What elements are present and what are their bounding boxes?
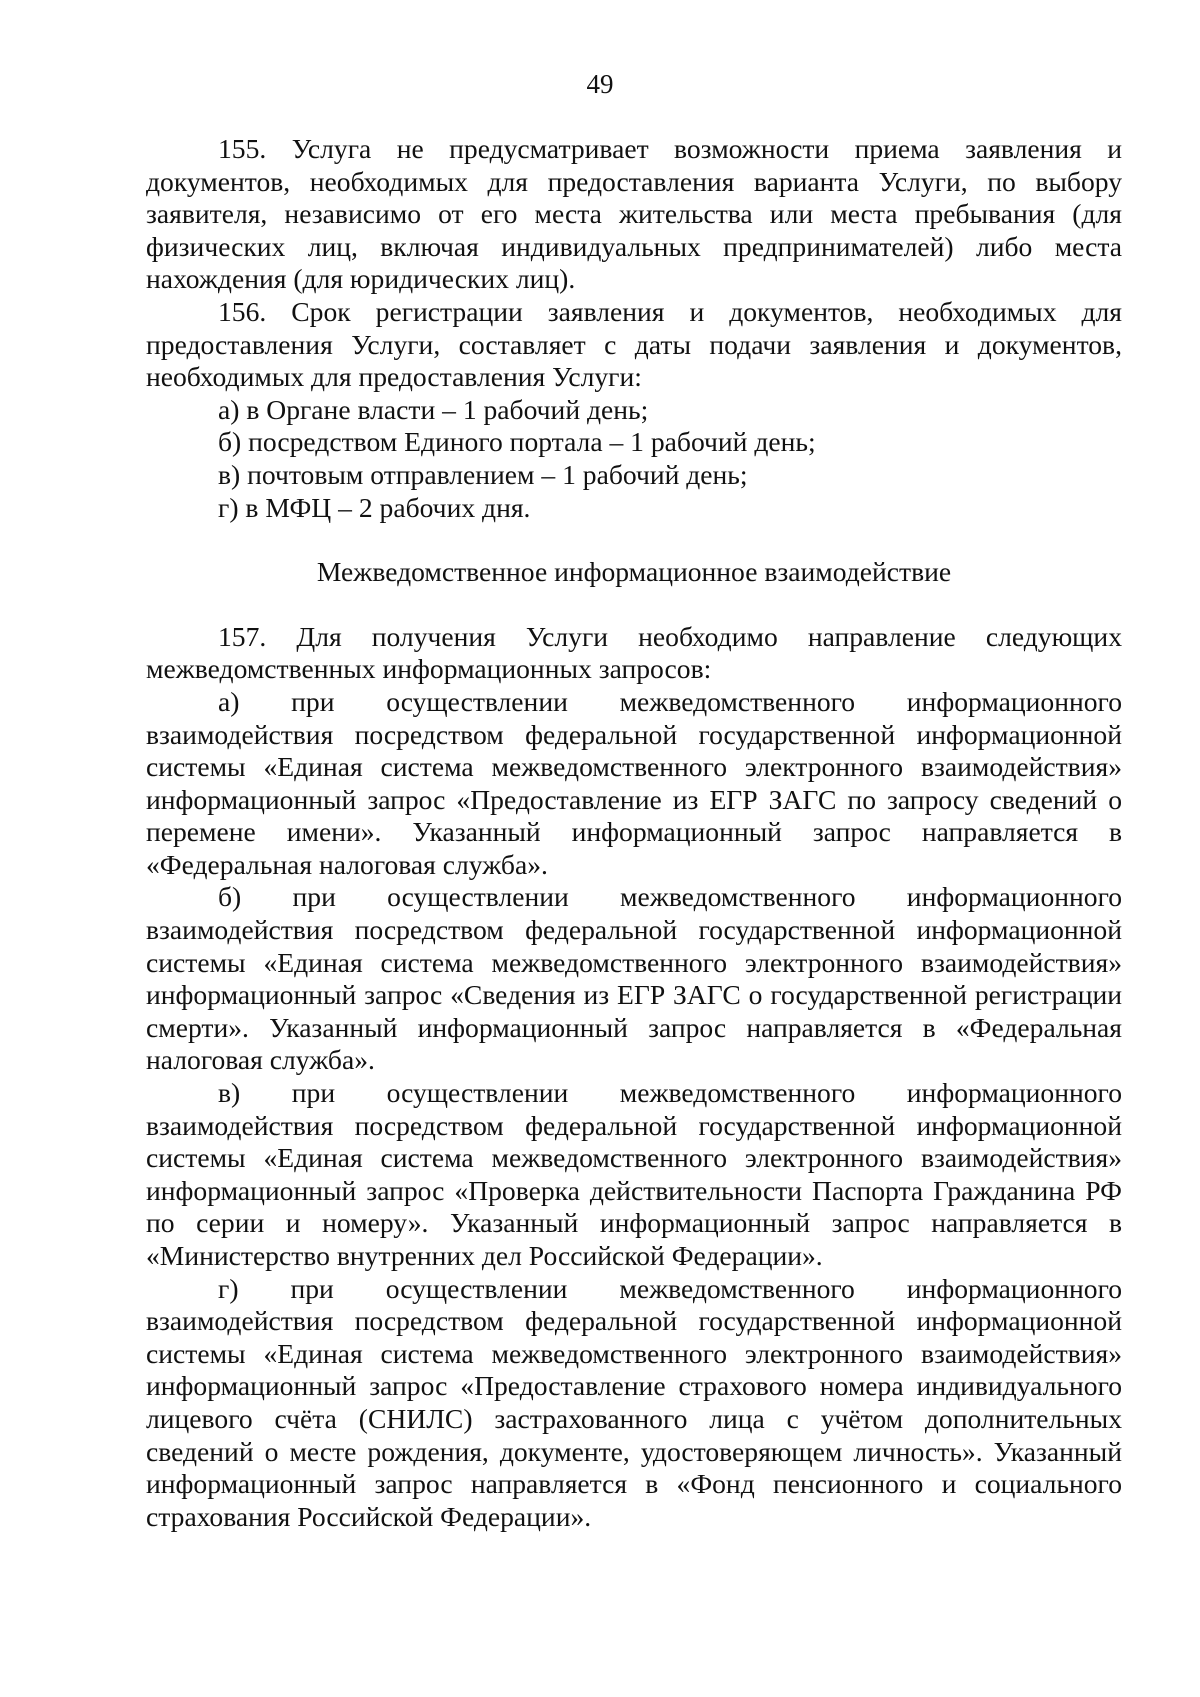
list-item-157-b: б) при осуществлении межведомственного информационного взаимодействия посредством федеральной государственной информационной системы «Единая система межведомственного электронного взаимодействия» информационный запрос «Сведения из ЕГР ЗАГС о государственной регистрации смерти». Указанный информационный запрос направляется в «Федеральная налоговая служба».	[146, 881, 1122, 1076]
list-item-156-d: г) в МФЦ – 2 рабочих дня.	[218, 491, 531, 523]
document-body	[146, 133, 1122, 1533]
list-item-156-a: а) в Органе власти – 1 рабочий день;	[218, 393, 649, 425]
list-item-157-c: в) при осуществлении межведомственного информационного взаимодействия посредством федеральной государственной информационной системы «Единая система межведомственного электронного взаимодействия» информационный запрос «Проверка действительности Паспорта Гражданина РФ по серии и номеру». Указанный информационный запрос направляется в «Министерство внутренних дел Российской Федерации».	[146, 1077, 1122, 1271]
page-number: 49	[586, 69, 614, 99]
list-item-156-b: б) посредством Единого портала – 1 рабочий день;	[218, 426, 816, 458]
paragraph-155: 155. Услуга не предусматривает возможности приема заявления и документов, необходимых для предоставления варианта Услуги, по выбору заявителя, независимо от его места жительства или места пребывания (для физических лиц, включая индивидуальных предпринимателей) либо места нахождения (для юридических лиц).	[146, 133, 1122, 295]
paragraph-156: 156. Срок регистрации заявления и документов, необходимых для предоставления Услуги, составляет с даты подачи заявления и документов, необходимых для предоставления Услуги:	[146, 295, 1122, 393]
section-heading: Межведомственное информационное взаимодействие	[316, 556, 952, 588]
paragraph-157: 157. Для получения Услуги необходимо направление следующих межведомственных информационных запросов:	[146, 620, 1122, 685]
list-item-157-d: г) при осуществлении межведомственного информационного взаимодействия посредством федеральной государственной информационной системы «Единая система межведомственного электронного взаимодействия» информационный запрос «Предоставление страхового номера индивидуального лицевого счёта (СНИЛС) застрахованного лица с учётом дополнительных сведений о месте рождения, документе, удостоверяющем личность». Указанный информационный запрос направляется в «Фонд пенсионного и социального страхования Российской Федерации».	[146, 1272, 1122, 1532]
list-item-157-a: а) при осуществлении межведомственного информационного взаимодействия посредством федеральной государственной информационной системы «Единая система межведомственного электронного взаимодействия» информационный запрос «Предоставление из ЕГР ЗАГС по запросу сведений о перемене имени». Указанный информационный запрос направляется в «Федеральная налоговая служба».	[146, 685, 1122, 880]
list-item-156-c: в) почтовым отправлением – 1 рабочий день;	[218, 458, 748, 490]
